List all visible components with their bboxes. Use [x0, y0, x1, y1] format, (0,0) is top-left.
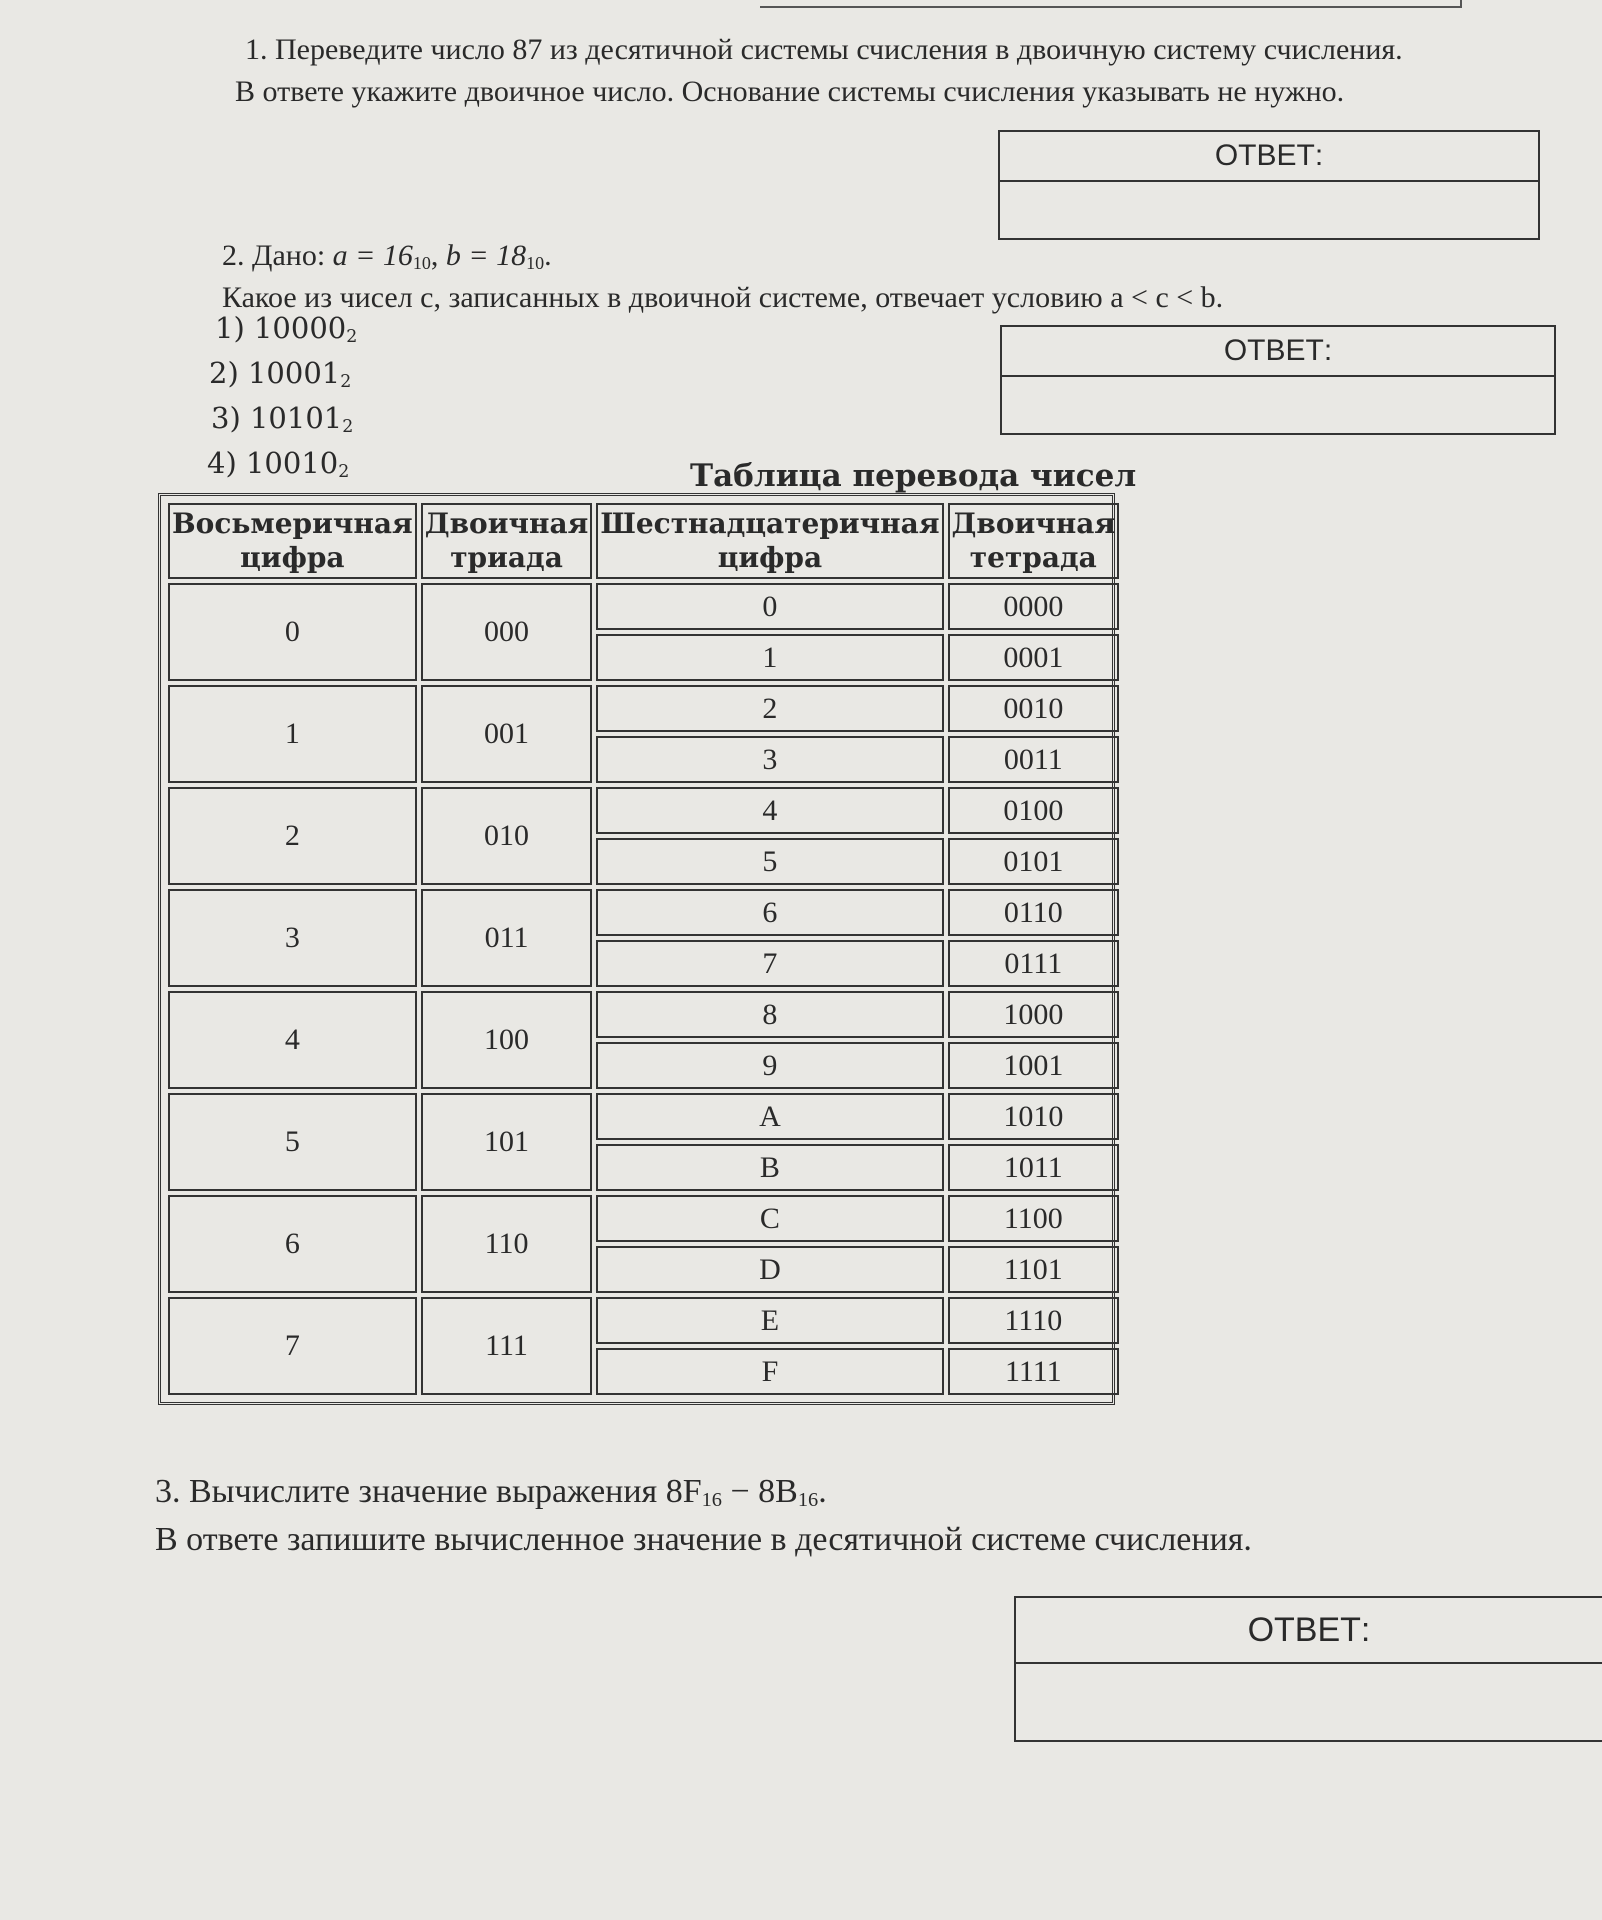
octal-digit-cell: 7	[168, 1297, 417, 1395]
tetrad-cell: 1101	[948, 1246, 1120, 1293]
task3-line1	[155, 1472, 827, 1520]
hex-digit-cell: 0	[596, 583, 943, 630]
tetrad-cell: 0110	[948, 889, 1120, 936]
task2-option-3[interactable]	[211, 400, 357, 445]
hex-digit-cell: 9	[596, 1042, 943, 1089]
triad-cell: 000	[421, 583, 593, 681]
task2-question: Какое из чисел с, записанных в двоичной системе, отвечает условию a < c < b.	[222, 281, 1224, 314]
tetrad-cell: 0100	[948, 787, 1120, 834]
option-base: 2	[338, 462, 350, 482]
hex-digit-cell: 4	[596, 787, 943, 834]
task3-base2: 16	[797, 1489, 819, 1511]
table-row	[168, 685, 1119, 732]
header-binary-triad: Двоичная триада	[421, 503, 593, 579]
task2-given-end: .	[544, 239, 552, 272]
tetrad-cell: 0001	[948, 634, 1120, 681]
tetrad-cell: 0101	[948, 838, 1120, 885]
task3-answer-box	[1014, 1596, 1602, 1742]
task1-line1: 1. Переведите число 87 из десятичной системы счисления в двоичную систему счисления.	[245, 33, 1403, 66]
hex-digit-cell: 8	[596, 991, 943, 1038]
task2-option-4[interactable]	[207, 445, 357, 490]
task1-answer-field[interactable]	[1000, 182, 1538, 238]
conversion-table	[158, 493, 1115, 1405]
tetrad-cell: 1100	[948, 1195, 1120, 1242]
table-row	[168, 991, 1119, 1038]
hex-digit-cell: F	[596, 1348, 943, 1395]
hex-digit-cell: C	[596, 1195, 943, 1242]
option-text: 3) 10101	[211, 401, 343, 435]
task2-answer-field[interactable]	[1002, 377, 1554, 433]
triad-cell: 100	[421, 991, 593, 1089]
octal-digit-cell: 6	[168, 1195, 417, 1293]
tetrad-cell: 1110	[948, 1297, 1120, 1344]
hex-digit-cell: D	[596, 1246, 943, 1293]
task2-b-base: 10	[526, 253, 545, 273]
task3-minus: − 8B	[722, 1473, 798, 1510]
header-hex-digit: Шестнадцатеричная цифра	[596, 503, 943, 579]
tetrad-cell: 1011	[948, 1144, 1120, 1191]
hex-digit-cell: 7	[596, 940, 943, 987]
table-row	[168, 889, 1119, 936]
octal-digit-cell: 5	[168, 1093, 417, 1191]
hex-digit-cell: E	[596, 1297, 943, 1344]
octal-digit-cell: 0	[168, 583, 417, 681]
table-row	[168, 1195, 1119, 1242]
triad-cell: 010	[421, 787, 593, 885]
tetrad-cell: 0010	[948, 685, 1120, 732]
task3-prefix: 3. Вычислите значение выражения 8F	[155, 1473, 702, 1510]
tetrad-cell: 1000	[948, 991, 1120, 1038]
option-base: 2	[342, 417, 354, 437]
table-row	[168, 787, 1119, 834]
tetrad-cell: 1111	[948, 1348, 1120, 1395]
octal-digit-cell: 2	[168, 787, 417, 885]
previous-answer-box-edge	[760, 0, 1462, 8]
triad-cell: 111	[421, 1297, 593, 1395]
tetrad-cell: 0000	[948, 583, 1120, 630]
triad-cell: 101	[421, 1093, 593, 1191]
hex-digit-cell: 5	[596, 838, 943, 885]
task2-option-2[interactable]	[209, 355, 357, 400]
task3-answer-label: ОТВЕТ:	[1016, 1598, 1602, 1664]
task2-answer-label: ОТВЕТ:	[1002, 327, 1554, 377]
octal-digit-cell: 4	[168, 991, 417, 1089]
triad-cell: 011	[421, 889, 593, 987]
option-base: 2	[340, 372, 352, 392]
tetrad-cell: 0111	[948, 940, 1120, 987]
task3-answer-field[interactable]	[1016, 1664, 1602, 1740]
task2-b-sep: ,	[430, 239, 446, 272]
tetrad-cell: 0011	[948, 736, 1120, 783]
task2-a-base: 10	[412, 253, 431, 273]
task2-b-expr: b = 18	[445, 239, 527, 272]
task1-answer-box	[998, 130, 1540, 240]
option-text: 4) 10010	[207, 446, 339, 480]
hex-digit-cell: 2	[596, 685, 943, 732]
option-text: 2) 10001	[209, 356, 341, 390]
task3-base1: 16	[701, 1489, 722, 1511]
hex-digit-cell: 1	[596, 634, 943, 681]
task2-options	[207, 310, 358, 490]
task1-answer-label: ОТВЕТ:	[1000, 132, 1538, 182]
header-binary-tetrad: Двоичная тетрада	[948, 503, 1120, 579]
task3-end: .	[818, 1473, 827, 1510]
task2-given-prefix: 2. Дано:	[222, 239, 333, 272]
hex-digit-cell: B	[596, 1144, 943, 1191]
task2-given	[222, 238, 552, 281]
triad-cell: 110	[421, 1195, 593, 1293]
table-title: Таблица перевода чисел	[690, 458, 1137, 494]
option-base: 2	[346, 327, 358, 347]
triad-cell: 001	[421, 685, 593, 783]
table-row	[168, 1093, 1119, 1140]
task1-line2: В ответе укажите двоичное число. Основание системы счисления указывать не нужно.	[235, 75, 1345, 108]
task3-line2: В ответе запишите вычисленное значение в десятичной системе счисления.	[155, 1521, 1252, 1558]
table-row	[168, 1297, 1119, 1344]
hex-digit-cell: 3	[596, 736, 943, 783]
header-octal-digit: Восьмеричная цифра	[168, 503, 417, 579]
task2-answer-box	[1000, 325, 1556, 435]
octal-digit-cell: 1	[168, 685, 417, 783]
octal-digit-cell: 3	[168, 889, 417, 987]
table-row	[168, 583, 1119, 630]
option-text: 1) 10000	[215, 311, 347, 345]
hex-digit-cell: A	[596, 1093, 943, 1140]
tetrad-cell: 1010	[948, 1093, 1120, 1140]
hex-digit-cell: 6	[596, 889, 943, 936]
task2-option-1[interactable]	[215, 310, 357, 355]
tetrad-cell: 1001	[948, 1042, 1120, 1089]
task2-a-expr: a = 16	[332, 239, 413, 272]
